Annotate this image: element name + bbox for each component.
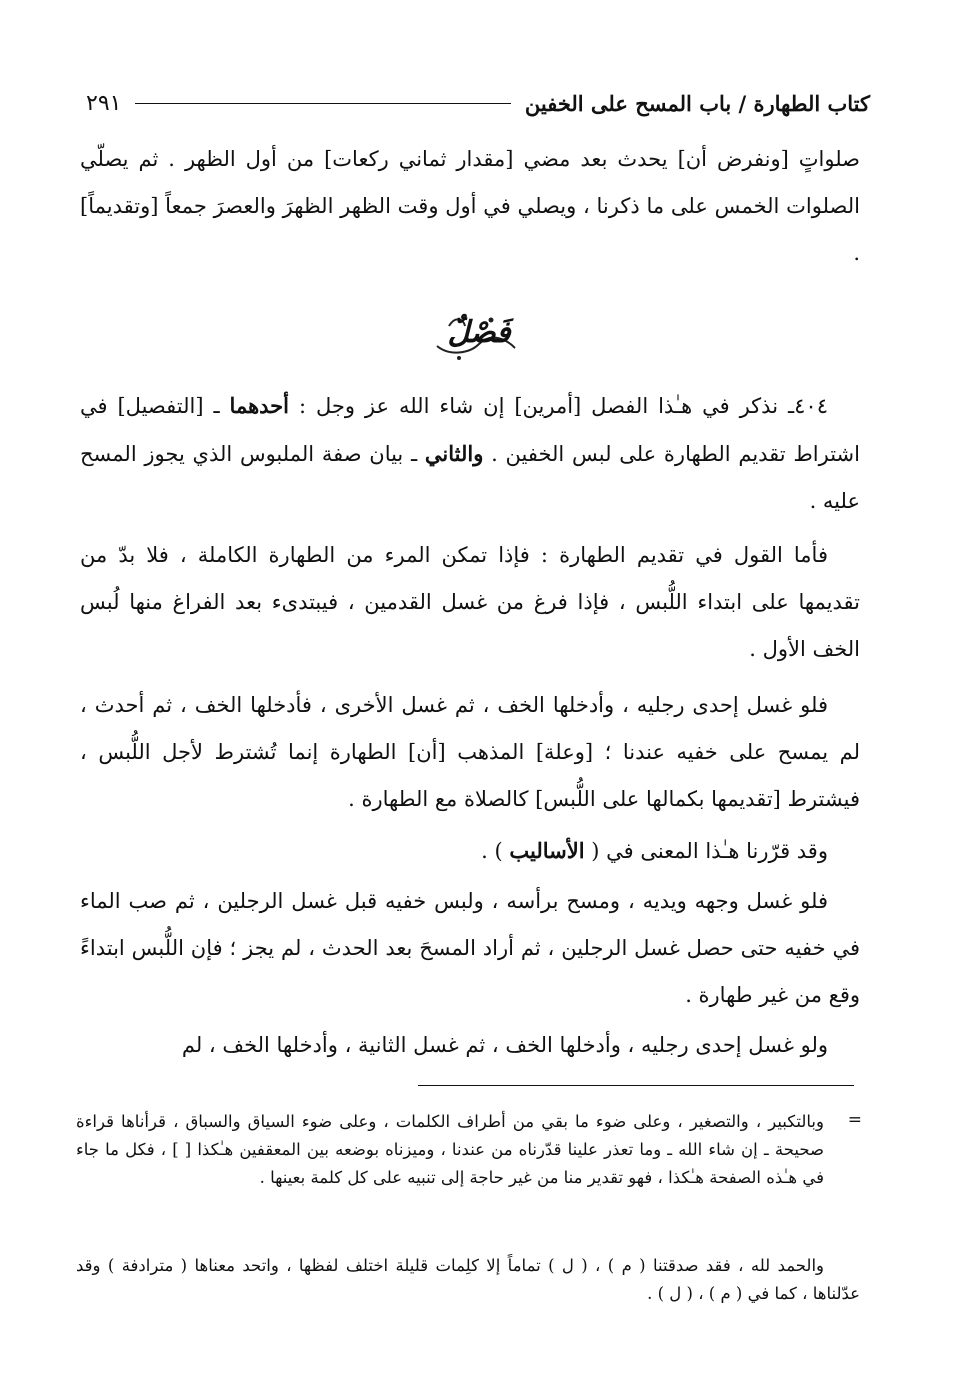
paragraph-404 [80,382,860,525]
section-heading: فَصْلٌ [447,314,511,350]
para4-book-title: الأساليب [509,838,585,863]
page-number: ٢٩١ [86,90,122,116]
para1-mid: ـ [التفصيل] في اشتراط تقديم الطهارة على لبس الخفين . [80,394,860,466]
footnote-manuscripts: والحمد لله ، فقد صدقتنا ( م ) ، ( ل ) تماماً إلا كلِمات قليلة اختلف لفظها ، واتحد معناها ( مترادفة ) وقد عدّلناها ، كما في ( م ) ، ( ل ) . [76,1256,860,1303]
header-rule [135,103,510,104]
paragraph-one-foot: فلو غسل إحدى رجليه ، وأدخلها الخف ، ثم غسل الأخرى ، فأدخلها الخف ، ثم أحدث ، لم يمسح على خفيه عندنا ؛ [وعلة] المذهب [أن] الطهارة إنما تُشترط لأجل اللُّبس ، فيشترط [تقديمها بكمالها على اللُّبس] كالصلاة مع الطهارة . [80,693,860,811]
para1-lead: ٤٠٤ـ نذكر في هـٰذا الفصل [أمرين] إن شاء الله عز وجل : [289,394,828,418]
paragraph-tahara-order: فأما القول في تقديم الطهارة : فإذا تمكن المرء من الطهارة الكاملة ، فلا بدّ من تقديمها على ابتداء اللُّبس ، فإذا فرغ من غسل القدمين ، فيبتدىء بعد الفراغ منها لُبس الخف الأول . [80,543,860,661]
paragraph-second-foot: ولو غسل إحدى رجليه ، وأدخلها الخف ، ثم غسل الثانية ، وأدخلها الخف ، لم [181,1033,828,1057]
para4-lead: وقد قرّرنا هـٰذا المعنى في ( [584,839,828,863]
running-title: كتاب الطهارة / باب المسح على الخفين [524,90,870,116]
para1-first-label: أحدهما [229,393,289,418]
paragraph-pouring-water: فلو غسل وجهه ويديه ، ومسح برأسه ، ولبس خفيه قبل غسل الرجلين ، ثم صب الماء في خفيه حتى حصل غسل الرجلين ، ثم أراد المسحَ بعد الحدث ، لم يجز ؛ فإن اللُّبس ابتداءً وقع من غير طهارة . [80,889,860,1007]
footnote-continued: وبالتكبير ، والتصغير ، وعلى ضوء ما بقي من أطراف الكلمات ، وعلى ضوء السياق والسباق ، قرأناها قراءة صحيحة ـ إن شاء الله ـ وما تعذر علينا قدّرناه من عندنا ، وميزناه بوضعه بين المعقفين هـٰكذا [ ] ، فكل ما جاء في هـٰذه الصفحة هـٰكذا ، فهو تقدير منا من غير حاجة إلى تنبيه على كل كلمة بعينها . [76,1112,824,1187]
section-heading-ornament [429,296,529,368]
page-header [86,86,870,120]
footnote-separator [418,1085,854,1086]
paragraph-asalib-reference [80,827,860,875]
para4-tail: ) . [481,839,510,863]
para1-tail: ـ بيان صفة الملبوس الذي يجوز المسح عليه . [80,442,860,513]
para1-second-label: والثاني [424,441,484,466]
footnote-continuation-mark: = [847,1110,862,1130]
continuation-paragraph: صلواتٍ [ونفرض أن] يحدث بعد مضي [مقدار ثماني ركعات] من أول الظهر . ثم يصلّي الصلوات الخمس على ما ذكرنا ، ويصلي في أول وقت الظهر الظهرَ والعصرَ جمعاً [وتقديماً] . [80,147,860,265]
